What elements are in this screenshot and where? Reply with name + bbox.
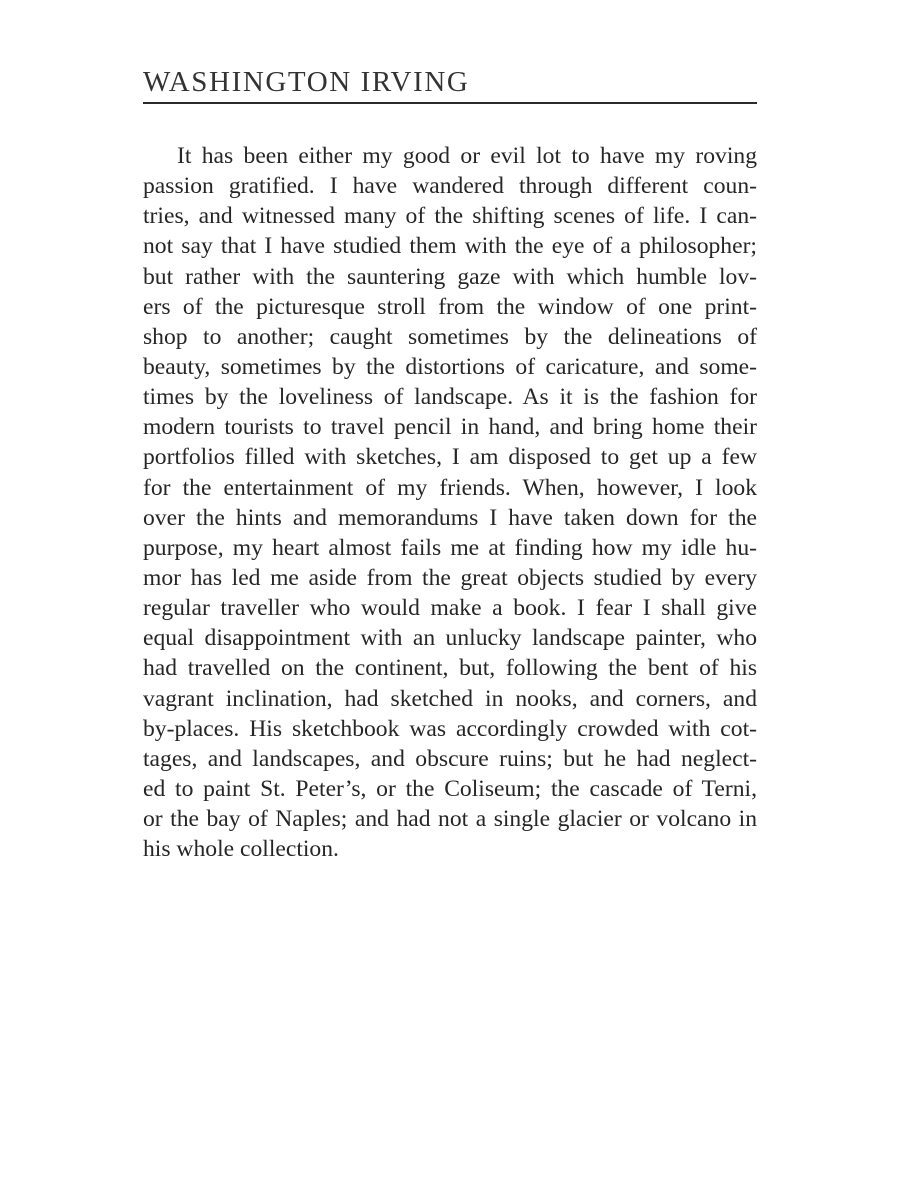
- text-line: ed to paint St. Peter’s, or the Coliseum; the cascade of Terni,: [143, 775, 757, 802]
- body-paragraph: [143, 141, 757, 864]
- text-line: ers of the picturesque stroll from the window of one print-: [143, 293, 757, 320]
- text-line: tries, and witnessed many of the shifting scenes of life. I can-: [143, 203, 757, 230]
- text-line: purpose, my heart almost fails me at finding how my idle hu-: [143, 534, 757, 561]
- text-line: shop to another; caught sometimes by the delineations of: [143, 323, 757, 350]
- text-line: over the hints and memorandums I have taken down for the: [143, 504, 757, 531]
- text-line: passion gratified. I have wandered through different coun-: [143, 173, 757, 200]
- text-line: modern tourists to travel pencil in hand, and bring home their: [143, 414, 757, 441]
- text-line: equal disappointment with an unlucky landscape painter, who: [143, 625, 757, 652]
- text-line: beauty, sometimes by the distortions of caricature, and some-: [143, 353, 757, 380]
- text-line: for the entertainment of my friends. When, however, I look: [143, 474, 757, 501]
- running-head: [143, 66, 757, 104]
- text-line: his whole collection.: [143, 836, 339, 863]
- text-line: but rather with the sauntering gaze with which humble lov-: [143, 263, 757, 290]
- text-line: vagrant inclination, had sketched in nooks, and corners, and: [143, 685, 757, 712]
- text-line: not say that I have studied them with the eye of a philosopher;: [143, 233, 757, 260]
- text-line: had travelled on the continent, but, following the bent of his: [143, 655, 757, 682]
- text-line: or the bay of Naples; and had not a single glacier or volcano in: [143, 806, 757, 833]
- text-line: mor has led me aside from the great objects studied by every: [143, 564, 757, 591]
- running-head-title: WASHINGTON IRVING: [143, 66, 470, 98]
- text-line: It has been either my good or evil lot to have my roving: [177, 143, 757, 169]
- text-line: times by the loveliness of landscape. As it is the fashion for: [143, 384, 757, 411]
- text-line: regular traveller who would make a book. I fear I shall give: [143, 595, 757, 622]
- text-line: portfolios filled with sketches, I am disposed to get up a few: [143, 444, 757, 471]
- text-line: by-places. His sketchbook was accordingly crowded with cot-: [143, 715, 757, 742]
- text-line: tages, and landscapes, and obscure ruins; but he had neglect-: [143, 745, 757, 772]
